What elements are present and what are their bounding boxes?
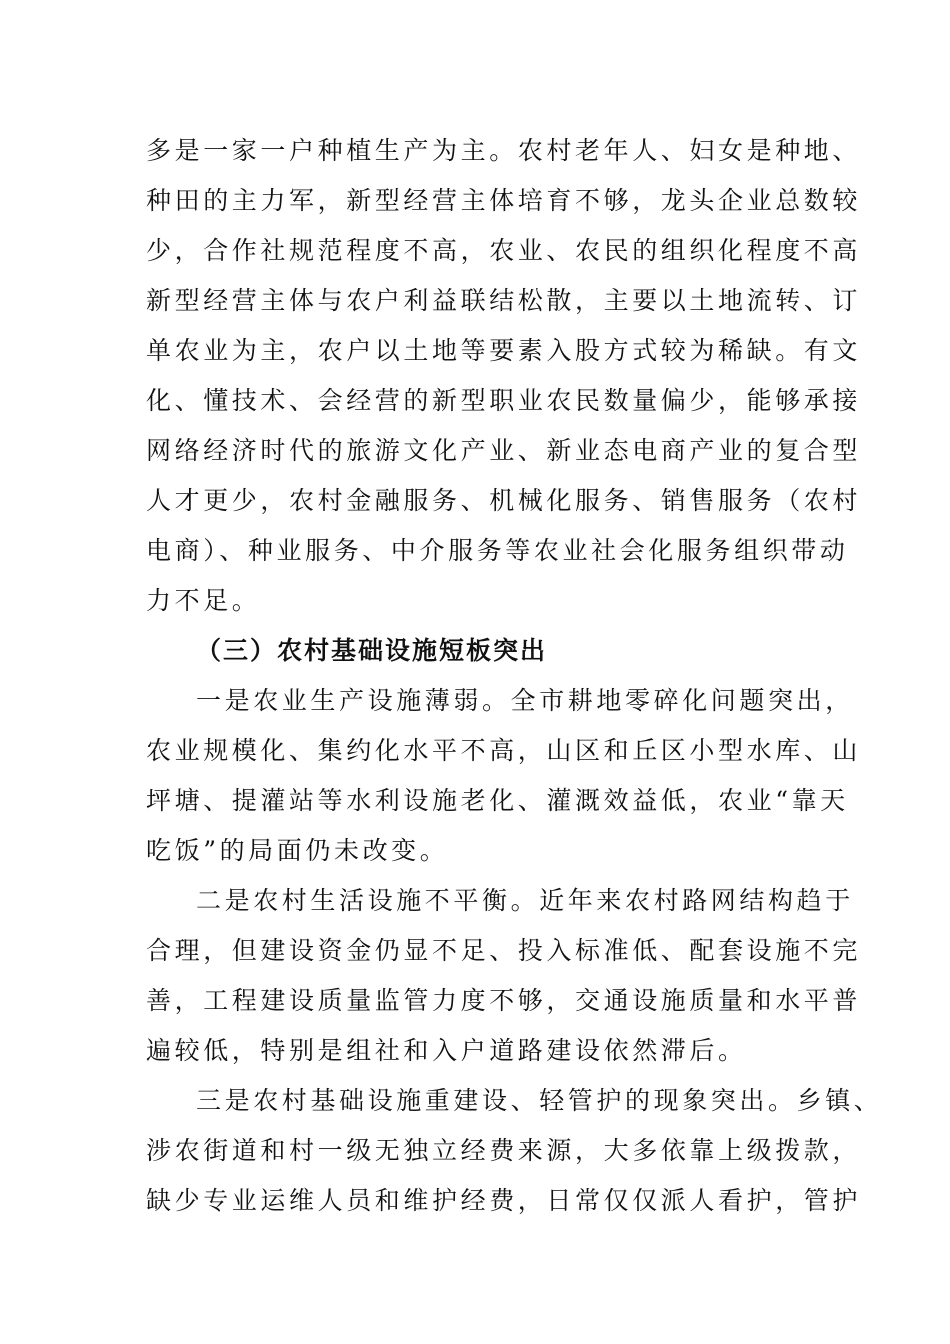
section-heading: （三）农村基础设施短板突出 bbox=[196, 636, 548, 665]
paragraph-3-line-4: 遍较低，特别是组社和入户道路建设依然滞后。 bbox=[146, 1036, 747, 1065]
paragraph-1-line-9: 电商）、种业服务、中介服务等农业社会化服务组织带动 bbox=[146, 536, 849, 565]
paragraph-4-line-2: 涉农街道和村一级无独立经费来源，大多依靠上级拨款， bbox=[146, 1136, 862, 1165]
paragraph-4-line-1: 三是农村基础设施重建设、轻管护的现象突出。乡镇、 bbox=[196, 1086, 883, 1115]
paragraph-4-line-3: 缺少专业运维人员和维护经费，日常仅仅派人看护，管护 bbox=[146, 1186, 862, 1215]
paragraph-1-line-3: 少，合作社规范程度不高，农业、农民的组织化程度不高 bbox=[146, 236, 862, 265]
paragraph-1-line-10: 力不足。 bbox=[146, 586, 261, 615]
paragraph-1-line-5: 单农业为主，农户以土地等要素入股方式较为稀缺。有文 bbox=[146, 336, 862, 365]
paragraph-3-line-3: 善，工程建设质量监管力度不够，交通设施质量和水平普 bbox=[146, 986, 862, 1015]
paragraph-1-line-8: 人才更少，农村金融服务、机械化服务、销售服务（农村 bbox=[146, 486, 862, 515]
paragraph-3-line-2: 合理，但建设资金仍显不足、投入标准低、配套设施不完 bbox=[146, 936, 862, 965]
paragraph-2-line-4: 吃饭”的局面仍未改变。 bbox=[146, 836, 449, 865]
paragraph-2-line-2: 农业规模化、集约化水平不高，山区和丘区小型水库、山 bbox=[146, 736, 862, 765]
paragraph-1-line-6: 化、懂技术、会经营的新型职业农民数量偏少，能够承接 bbox=[146, 386, 862, 415]
paragraph-1-line-4: 新型经营主体与农户利益联结松散，主要以土地流转、订 bbox=[146, 286, 862, 315]
paragraph-1-line-7: 网络经济时代的旅游文化产业、新业态电商产业的复合型 bbox=[146, 436, 862, 465]
paragraph-2-line-3: 坪塘、提灌站等水利设施老化、灌溉效益低，农业“靠天 bbox=[146, 786, 849, 815]
paragraph-3-line-1: 二是农村生活设施不平衡。近年来农村路网结构趋于 bbox=[196, 886, 854, 915]
paragraph-1-line-2: 种田的主力军，新型经营主体培育不够，龙头企业总数较 bbox=[146, 186, 862, 215]
paragraph-2-line-1: 一是农业生产设施薄弱。全市耕地零碎化问题突出， bbox=[196, 686, 854, 715]
paragraph-1-line-1: 多是一家一户种植生产为主。农村老年人、妇女是种地、 bbox=[146, 136, 862, 165]
